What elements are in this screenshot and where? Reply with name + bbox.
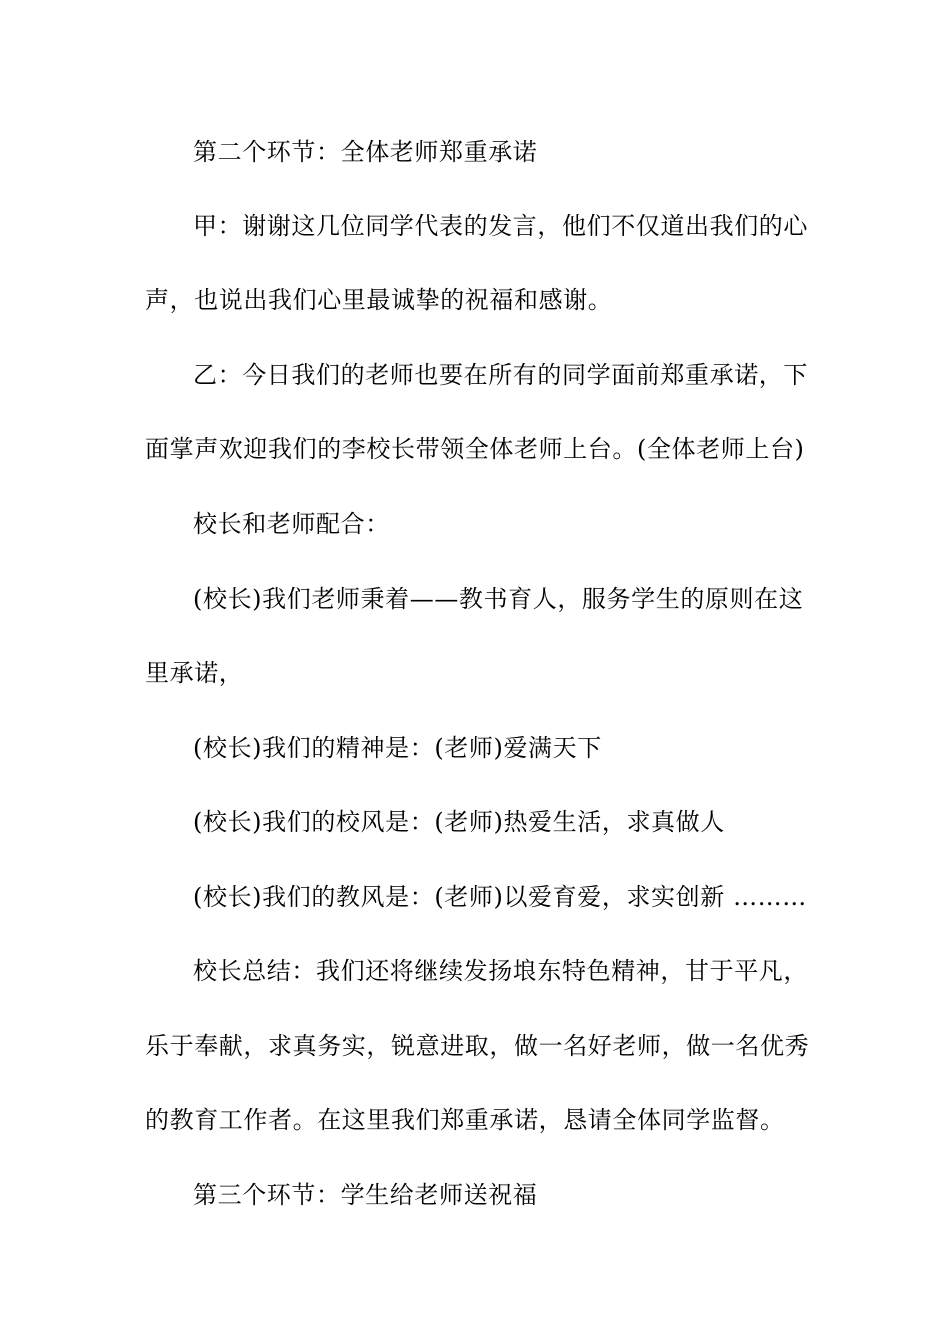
section-heading-2: 第二个环节：全体老师郑重承诺 [193, 138, 538, 166]
section-heading-3: 第三个环节：学生给老师送祝福 [193, 1181, 538, 1209]
paragraph-summary-line-2: 乐于奉献，求真务实，锐意进取，做一名好老师，做一名优秀 [145, 1032, 810, 1060]
paragraph-spirit: (校长)我们的精神是：(老师)爱满天下 [193, 734, 602, 762]
paragraph-summary-line-1: 校长总结：我们还将继续发扬埌东特色精神，甘于平凡， [193, 957, 808, 985]
paragraph-jia-line-2: 声，也说出我们心里最诚挚的祝福和感谢。 [145, 286, 613, 314]
paragraph-jia-line-1: 甲：谢谢这几位同学代表的发言，他们不仅道出我们的心 [193, 212, 808, 240]
paragraph-yi-line-1: 乙：今日我们的老师也要在所有的同学面前郑重承诺，下 [193, 361, 808, 389]
paragraph-summary-line-3: 的教育工作者。在这里我们郑重承诺，恳请全体同学监督。 [145, 1106, 785, 1134]
paragraph-teaching-style: (校长)我们的教风是：(老师)以爱育爱，求实创新 ……… [193, 883, 807, 911]
paragraph-principal-1-line-2: 里承诺， [145, 659, 244, 687]
paragraph-principal-1-line-1: (校长)我们老师秉着——教书育人，服务学生的原则在这 [193, 585, 804, 613]
paragraph-school-motto: (校长)我们的校风是：(老师)热爱生活，求真做人 [193, 808, 725, 836]
paragraph-principal-teachers: 校长和老师配合： [193, 510, 390, 538]
paragraph-yi-line-2: 面掌声欢迎我们的李校长带领全体老师上台。(全体老师上台) [145, 435, 805, 463]
